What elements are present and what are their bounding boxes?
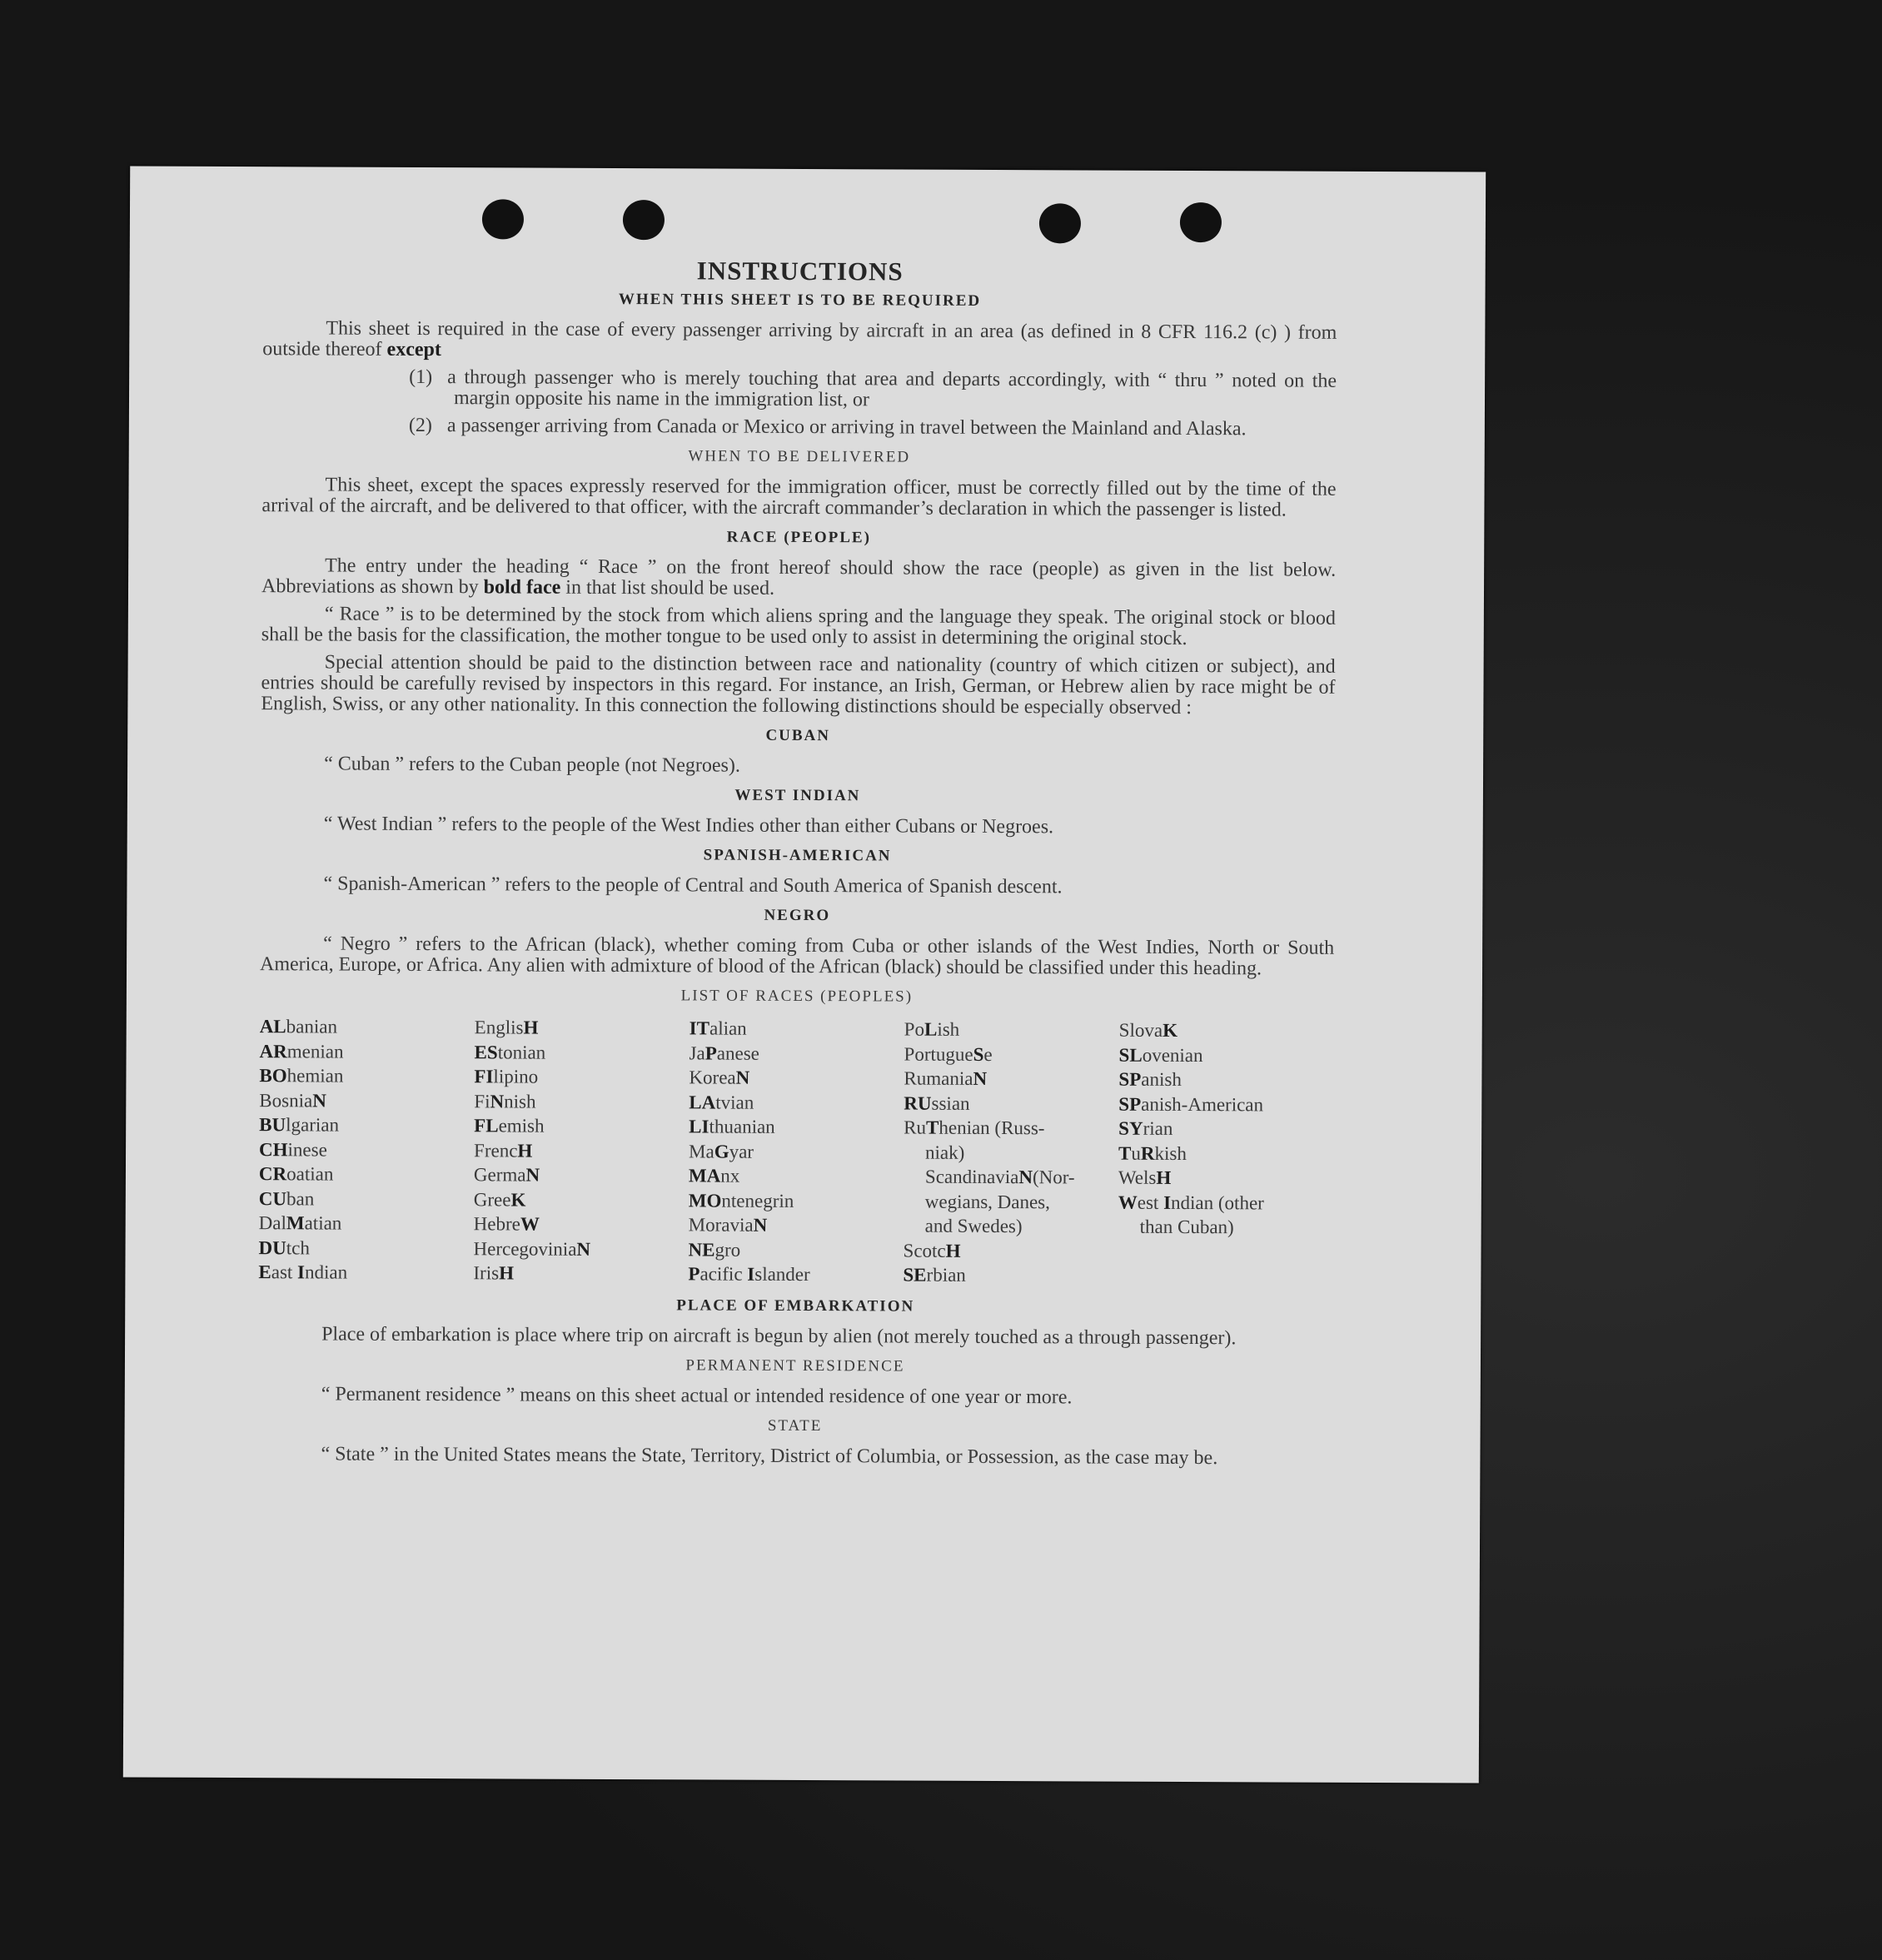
- race-list-item: SlovaK: [1118, 1019, 1178, 1041]
- section-heading-negro: NEGRO: [764, 906, 831, 925]
- race-list-item: SPanish: [1118, 1068, 1182, 1090]
- section-heading-delivered: WHEN TO BE DELIVERED: [688, 447, 911, 466]
- section-heading-spanish-american: SPANISH-AMERICAN: [703, 846, 892, 865]
- punch-hole: [1039, 203, 1081, 243]
- spanish-american-text: “ Spanish-American ” refers to the people of Central and South America of Spanish descent.: [323, 873, 1063, 898]
- section-heading-residence: PERMANENT RESIDENCE: [685, 1356, 905, 1375]
- section-heading-embarkation: PLACE OF EMBARKATION: [676, 1296, 915, 1316]
- race-list-item: MAnx: [688, 1165, 740, 1186]
- required-intro: This sheet is required in the case of every passenger arriving by aircraft in an area (as defined in 8 CFR 116.2 (c) ) from outside thereof except: [262, 317, 1337, 361]
- instruction-sheet: [123, 166, 1486, 1783]
- race-list-item: ALbanian: [259, 1016, 338, 1037]
- race-list-item: HebreW: [473, 1213, 540, 1235]
- race-list-item: SPanish-American: [1118, 1093, 1264, 1115]
- west-indian-text: “ West Indian ” refers to the people of the West Indies other than either Cubans or Negroes.: [323, 813, 1054, 838]
- race-list-column: [903, 1017, 1118, 1289]
- race-list-item: DalMatian: [258, 1212, 342, 1234]
- race-list-item: PoLish: [904, 1018, 960, 1040]
- race-list-item: IrisH: [473, 1262, 515, 1284]
- race-list-item: RUssian: [904, 1092, 970, 1114]
- race-list-item: KoreaN: [689, 1067, 750, 1088]
- embarkation-text: Place of embarkation is place where trip on aircraft is begun by alien (not merely touched as a through passenger).: [321, 1322, 1237, 1349]
- race-list-item: ScotcH: [903, 1240, 961, 1261]
- delivered-text: This sheet, except the spaces expressly reserved for the immigration officer, must be correctly filled out by the time of the arrival of the aircraft, and be delivered to that officer, with the aircraft commander’s declaration in which the passenger is listed.: [261, 474, 1337, 521]
- race-list-item: LIthuanian: [689, 1116, 775, 1137]
- race-list-column: [688, 1016, 904, 1287]
- race-list-item: GreeK: [473, 1188, 526, 1211]
- race-list-item: FrencH: [474, 1139, 533, 1162]
- race-list-item: MOntenegrin: [688, 1189, 794, 1211]
- race-list-item: ARmenian: [259, 1040, 344, 1062]
- punch-hole: [1180, 202, 1222, 242]
- race-list-item: FiNnish: [474, 1090, 536, 1112]
- race-list-item: SErbian: [903, 1264, 966, 1286]
- section-heading-list-of-races: LIST OF RACES (PEOPLES): [680, 987, 914, 1006]
- race-list-item: CHinese: [259, 1138, 327, 1161]
- race-list-item: LAtvian: [689, 1091, 754, 1113]
- required-item-2: (2) a passenger arriving from Canada or Mexico or arriving in travel between the Mainland and Alaska.: [408, 414, 1247, 440]
- race-list-item: FLemish: [474, 1115, 545, 1137]
- race-list-column: [473, 1015, 689, 1286]
- race-list-item: RumaniaN: [904, 1067, 988, 1089]
- section-heading-race: RACE (PEOPLE): [726, 528, 871, 547]
- race-list-item: FIlipino: [474, 1066, 539, 1087]
- race-list-item: MoraviaN: [688, 1214, 768, 1236]
- race-list-item: than Cuban): [1139, 1216, 1234, 1238]
- race-list-item: WelsH: [1118, 1167, 1172, 1188]
- state-text: “ State ” in the United States means the State, Territory, District of Columbia, or Possession, as the case may be.: [321, 1442, 1218, 1469]
- race-list-item: SYrian: [1118, 1117, 1173, 1139]
- race-list-item: HercegoviniaN: [473, 1237, 591, 1260]
- punch-hole: [623, 200, 665, 240]
- negro-text: “ Negro ” refers to the African (black), whether coming from Cuba or other islands of the West Indies, North or South America, Europe, or Africa. Any alien with admixture of blood of the African (black) should be classified under this heading.: [259, 933, 1335, 980]
- race-list-item: West Indian (other: [1118, 1191, 1264, 1213]
- residence-text: “ Permanent residence ” means on this sheet actual or intended residence of one year or more.: [321, 1382, 1073, 1408]
- race-list-item: ScandinaviaN(Nor-: [924, 1166, 1075, 1188]
- race-list-item: RuThenian (Russ-: [904, 1117, 1045, 1139]
- race-list-item: PortugueSe: [904, 1043, 993, 1065]
- race-list-item: JaPanese: [689, 1042, 759, 1064]
- race-list-item: NEgro: [688, 1238, 741, 1261]
- emphasis-bold-face: bold face: [483, 576, 561, 599]
- race-list-item: EStonian: [474, 1041, 546, 1063]
- page-title: INSTRUCTIONS: [696, 256, 904, 286]
- race-list-item: BUlgarian: [259, 1114, 340, 1136]
- emphasis-except: except: [386, 338, 441, 361]
- race-list-item: BosniaN: [259, 1089, 326, 1111]
- section-heading-required: WHEN THIS SHEET IS TO BE REQUIRED: [618, 291, 982, 310]
- race-list-item: BOhemian: [259, 1065, 344, 1087]
- section-heading-west-indian: WEST INDIAN: [734, 786, 861, 805]
- race-list-item: SLovenian: [1118, 1044, 1203, 1066]
- race-list-item: MaGyar: [689, 1140, 754, 1162]
- race-list-column: [258, 1014, 474, 1286]
- section-heading-cuban: CUBAN: [765, 726, 831, 745]
- punch-hole: [482, 199, 524, 239]
- race-list-item: ITalian: [689, 1017, 747, 1039]
- race-list-column: [1118, 1018, 1333, 1290]
- race-list-item: CUban: [258, 1187, 315, 1209]
- race-list-item: TuRkish: [1118, 1142, 1187, 1164]
- race-list-item: East Indian: [258, 1261, 348, 1283]
- race-paragraph-1: The entry under the heading “ Race ” on the front hereof should show the race (people) as given in the list below. Abbreviations as shown by bold face in that list should be used.: [261, 555, 1337, 599]
- required-item-1: (1) a through passenger who is merely touching that area and departs accordingly, with “ thru ” noted on the margin opposite his name in the immigration list, or: [409, 366, 1337, 411]
- section-heading-state: STATE: [767, 1416, 823, 1435]
- race-paragraph-3: Special attention should be paid to the distinction between race and nationality (country of which citizen or subject), and entries should be carefully revised by inspectors in this regard. For instance, an Irish, German, or Hebrew alien by race might be of English, Swiss, or any other nationality. In this connection the following distinctions should be especially observed :: [261, 651, 1336, 719]
- race-list-item: niak): [925, 1142, 965, 1163]
- cuban-text: “ Cuban ” refers to the Cuban people (not Negroes).: [324, 753, 740, 777]
- race-list-item: Pacific Islander: [688, 1263, 810, 1286]
- document-body: [257, 258, 1337, 1475]
- race-list-item: CRoatian: [258, 1163, 334, 1185]
- race-list-item: EnglisH: [474, 1017, 539, 1038]
- race-list-item: and Swedes): [924, 1215, 1023, 1237]
- race-list-item: wegians, Danes,: [924, 1191, 1050, 1212]
- race-paragraph-2: “ Race ” is to be determined by the stock from which aliens spring and the language they speak. The original stock or blood shall be the basis for the classification, the mother tongue to be used only to assist in determining the original stock.: [261, 603, 1336, 650]
- race-list-item: GermaN: [473, 1164, 540, 1186]
- race-list-item: DUtch: [258, 1236, 310, 1258]
- race-list: [258, 1014, 1333, 1289]
